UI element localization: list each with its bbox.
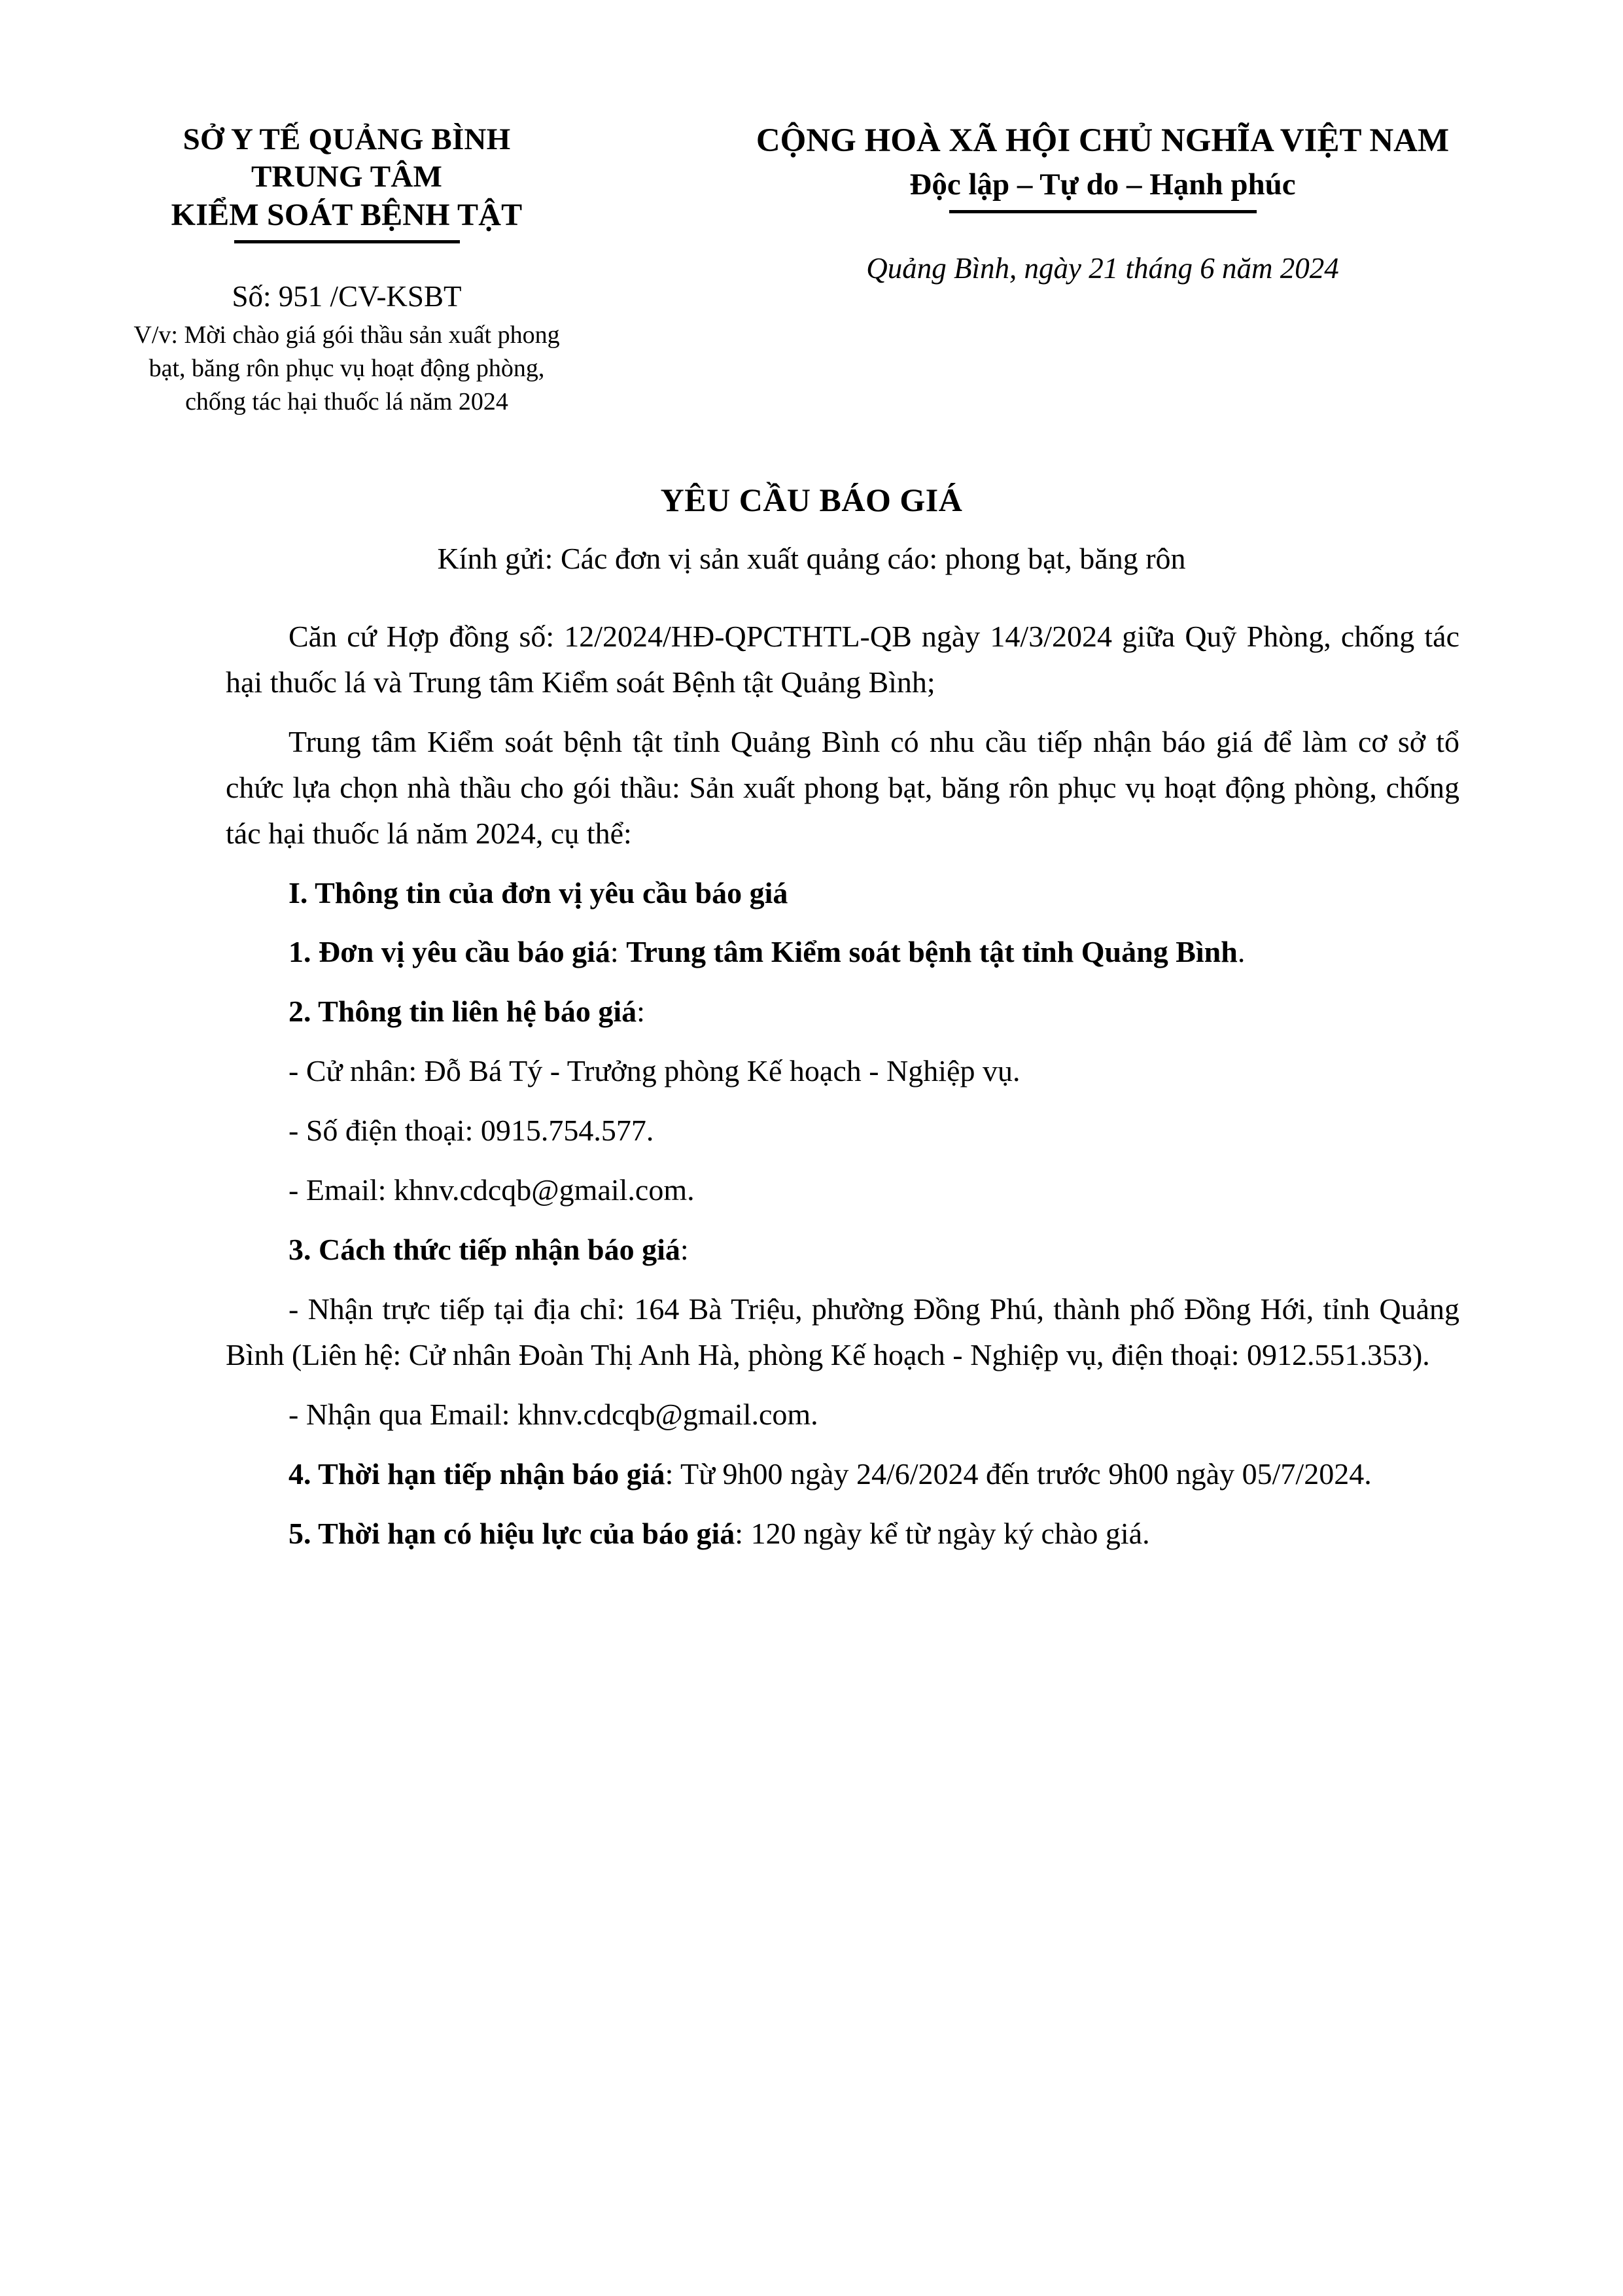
item-2-contact-person: - Cử nhân: Đỗ Bá Tý - Trưởng phòng Kế hoạch - Nghiệp vụ. — [288, 1054, 1021, 1088]
recipient-line: Kính gửi: Các đơn vị sản xuất quảng cáo: phong bạt, băng rôn — [437, 542, 1186, 576]
item-1-label: 1. Đơn vị yêu cầu báo giá — [288, 935, 610, 969]
document-body — [0, 614, 1623, 1556]
item-3-colon: : — [680, 1233, 689, 1267]
section-heading-i: I. Thông tin của đơn vị yêu cầu báo giá — [288, 875, 788, 910]
item-5-label: 5. Thời hạn có hiệu lực của báo giá — [288, 1516, 735, 1550]
center-name-line1: TRUNG TÂM — [251, 160, 443, 194]
item-3-label: 3. Cách thức tiếp nhận báo giá — [288, 1233, 680, 1267]
national-motto: Độc lập – Tự do – Hạnh phúc — [909, 168, 1296, 202]
item-3-in-person: - Nhận trực tiếp tại địa chỉ: 164 Bà Triệu, phường Đồng Phú, thành phố Đồng Hới, tỉnh Quảng Bình (Liên hệ: Cử nhân Đoàn Thị Anh Hà, phòng Kế hoạch - Nghiệp vụ, điện thoại: 0912.551.353). — [226, 1292, 1459, 1371]
item-5-validity — [226, 1511, 1459, 1557]
center-name-line2: KIỂM SOÁT BỆNH TẬT — [171, 197, 523, 232]
item-1-period: . — [1237, 935, 1246, 969]
item-1-requesting-unit — [226, 929, 1459, 975]
department-name: SỞ Y TẾ QUẢNG BÌNH — [183, 122, 511, 156]
item-3-by-email: - Nhận qua Email: khnv.cdcqb@gmail.com. — [288, 1397, 818, 1431]
document-header — [0, 0, 1623, 418]
page-title: YÊU CẦU BÁO GIÁ — [660, 482, 963, 519]
item-2-phone: - Số điện thoại: 0915.754.577. — [288, 1114, 654, 1148]
header-left-divider — [234, 240, 460, 243]
place-and-date: Quảng Bình, ngày 21 tháng 6 năm 2024 — [866, 251, 1339, 285]
item-1-value: Trung tâm Kiểm soát bệnh tật tỉnh Quảng Bình — [626, 935, 1238, 969]
header-right-divider — [949, 210, 1257, 213]
document-subject: V/v: Mời chào giá gói thầu sản xuất phong bạt, băng rôn phục vụ hoạt động phòng, chống tác hại thuốc lá năm 2024 — [133, 321, 560, 415]
paragraph-intro: Trung tâm Kiểm soát bệnh tật tỉnh Quảng Bình có nhu cầu tiếp nhận báo giá để làm cơ sở tổ chức lựa chọn nhà thầu cho gói thầu: Sản xuất phong bạt, băng rôn phục vụ hoạt động phòng, chống tác hại thuốc lá năm 2024, cụ thể: — [226, 724, 1459, 850]
item-5-colon: : — [735, 1516, 744, 1550]
item-1-colon: : — [610, 935, 619, 969]
item-4-value: Từ 9h00 ngày 24/6/2024 đến trước 9h00 ngày 05/7/2024. — [680, 1457, 1372, 1491]
item-2-email: - Email: khnv.cdcqb@gmail.com. — [288, 1173, 695, 1207]
item-4-colon: : — [665, 1457, 674, 1491]
item-4-label: 4. Thời hạn tiếp nhận báo giá — [288, 1457, 665, 1491]
item-5-value: 120 ngày kể từ ngày ký chào giá. — [750, 1516, 1150, 1550]
document-number: Số: 951 /CV-KSBT — [232, 280, 462, 313]
item-2-contact-heading — [226, 989, 1459, 1034]
item-2-label: 2. Thông tin liên hệ báo giá — [288, 995, 637, 1029]
paragraph-legal-basis: Căn cứ Hợp đồng số: 12/2024/HĐ-QPCTHTL-QB ngày 14/3/2024 giữa Quỹ Phòng, chống tác hại thuốc lá và Trung tâm Kiểm soát Bệnh tật Quảng Bình; — [226, 620, 1459, 699]
national-heading-block — [654, 121, 1623, 285]
item-2-colon: : — [637, 995, 645, 1029]
item-3-submission-heading — [226, 1227, 1459, 1273]
country-name: CỘNG HOÀ XÃ HỘI CHỦ NGHĨA VIỆT NAM — [756, 122, 1450, 159]
item-4-deadline — [226, 1451, 1459, 1497]
issuing-authority-block — [0, 121, 654, 418]
